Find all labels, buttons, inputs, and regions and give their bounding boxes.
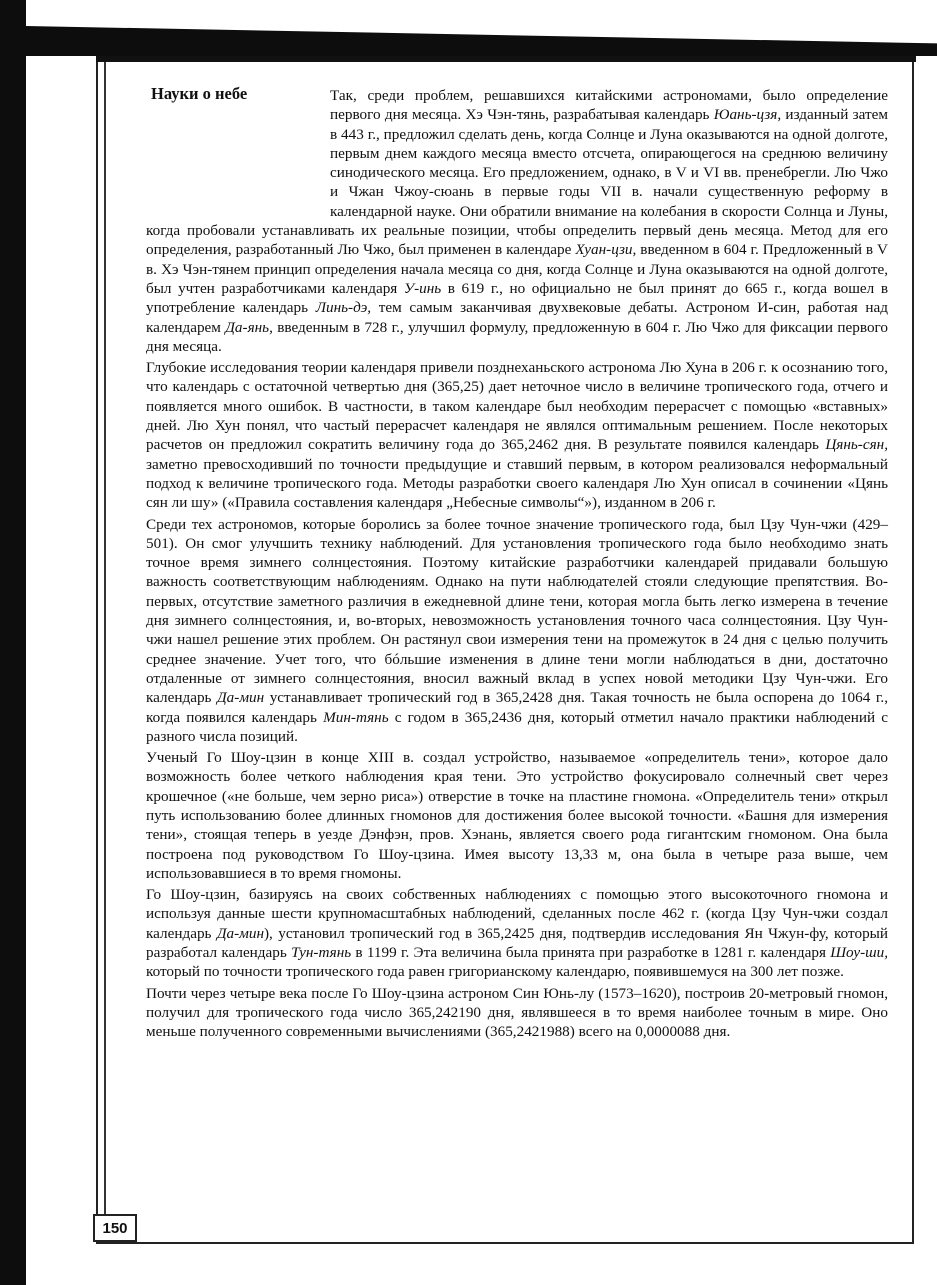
calendar-name: У-инь [403, 279, 442, 297]
calendar-name: Мин-тянь [323, 708, 389, 726]
paragraph-text: в 1199 г. Эта величина была принята при разработке в 1281 г. календаря [351, 944, 831, 962]
page-number: 150 [93, 1214, 137, 1242]
calendar-name: Цянь-сян, [825, 436, 888, 454]
calendar-name: Да-янь, [225, 318, 273, 336]
calendar-name: Тун-тянь [291, 944, 352, 962]
paragraph [146, 748, 888, 883]
calendar-name: Шоу-ши, [830, 944, 888, 962]
paragraph-text: Глубокие исследования теории календаря привели позднеханьского астронома Лю Хуна в 206 г. к осознанию того, что календарь с остаточной четвертью дня (365,25) дает неточное число в величине тропического года, отчего и появляется много ошибок. В частности, в таком календаре был необходим перерасчет с помощью «вставных» дней. Лю Хун понял, что частый перерасчет календаря не являлся оптимальным решением. После некоторых расчетов он предложил сократить величину года до 365,2462 дня. В результате появился календарь [146, 359, 888, 454]
section-title: Науки о небе [151, 84, 248, 103]
paragraph-text: изданный затем в 443 г., предложил сделать день, когда Солнце и Луна оказываются на одной долготе, первым днем каждого месяца вместо отсчета, опирающегося на среднюю величину синодического месяца. Его предложением, однако, в V и VI вв. пренебрегли. Лю Чжо и Чжан Чжоу-сюань в первые годы VII в. начали существенную реформу в календарной науке. Они обратили внимание на колебания в скорости Солнца и Луны, когда пробовали устанавливать их реальные позиции, чтобы определить первый день месяца. Метод для его определения, разработанный Лю Чжо, был применен в календаре [146, 106, 888, 259]
paragraph-text: Почти через четыре века после Го Шоу-цзина астроном Син Юнь-лу (1573–1620), построив 20-метровый гномон, получил для тропического года число 365,242190 дня, являвшееся в то время наиболее точным в мире. Оно меньше полученного современными вычислениями (365,2421988) всего на 0,0000088 дня. [146, 984, 888, 1041]
chinese-glyph-icon [52, 96, 96, 156]
paragraph [146, 515, 888, 747]
calendar-name: Хуан-цзи, [575, 241, 637, 259]
paragraph [146, 984, 888, 1042]
calendar-name: Да-мин [217, 689, 265, 707]
paragraph-text: Ученый Го Шоу-цзин в конце XIII в. создал устройство, называемое «определитель тени», которое дало возможность более четкого наблюдения края тени. Это устройство фокусировало солнечный свет через крошечное («не больше, чем зерно риса») отверстие в точке на пластине гномона. «Определитель тени» открыл путь использованию более длинных гномонов для достижения более высокой точности. «Башня для измерения тени», стоящая теперь в уезде Дэнфэн, пров. Хэнань, является своего рода гигантским гномоном. Она была построена под руководством Го Шоу-цзина. Имея высоту 13,33 м, она была в четыре раза выше, чем использовавшиеся в то время гномоны. [146, 749, 888, 882]
calendar-name: Юань-цзя, [713, 106, 782, 124]
paragraph-text: Так, среди проблем, решавшихся китайскими астрономами, было определение первого дня месяца. Хэ Чэн-тянь, разрабатывая календарь [330, 87, 888, 124]
paragraph-text: заметно превосходивший по точности предыдущие и ставший первым, в котором реализовался неформальный подход к величине тропического года. Методы разработки своего календаря Лю Хун описал в сочинении «Цянь сян ли шу» («Правила составления календаря „Небесные символы“»), изданном в 206 г. [146, 455, 888, 512]
paragraph-text: в 619 г., но официально не был принят до 665 г., когда вошел в употребление календарь [146, 279, 888, 317]
paragraph-text: введенном в 604 г. Предложенный в V в. Хэ Чэн-тянем принцип определения начала месяца со дня, когда Солнце и Луна оказываются на одной долготе, был учтен разработчиками календаря [146, 241, 888, 297]
page-frame-inner-rule [104, 62, 106, 1216]
paragraph-text: который по точности тропического года равен григорианскому календарю, появившемуся на 300 лет позже. [146, 963, 844, 981]
paragraph-text: Го Шоу-цзин, базируясь на своих собственных наблюдениях с помощью этого высокоточного гномона и используя данные шести крупномасштабных наблюдений, сделанных после 462 г. (когда Цзу Чун-чжи создал календарь [146, 886, 888, 942]
calendar-name: Линь-дэ, [315, 299, 372, 317]
paragraph-text: с годом в 365,2436 дня, который отметил начало практики наблюдений с разного числа позиций. [146, 708, 889, 745]
paragraph-text: устанавливает тропический год в 365,2428 дня. Такая точность не была оспорена до 1064 г., когда появился календарь [146, 689, 888, 726]
paragraph-text: введенным в 728 г., улучшил формулу, предложенную в 604 г. Лю Чжо для фиксации первого дня месяца. [146, 318, 888, 355]
article-body [146, 86, 888, 1044]
paragraph-text: тем самым заканчивая двухвековые дебаты. Астроном И-син, работая над календарем [146, 299, 888, 336]
header-bar [26, 26, 937, 56]
paragraph-text: ), установил тропический год в 365,2425 дня, подтвердив исследования Ян Чжун-фу, который разработал календарь [146, 924, 888, 962]
left-margin-bar [0, 0, 26, 1285]
paragraph [146, 358, 888, 512]
calendar-name: Да-мин [216, 924, 264, 942]
paragraph [146, 885, 888, 981]
paragraph-text: Среди тех астрономов, которые боролись за более точное значение тропического года, был Цзу Чун-чжи (429–501). Он смог улучшить технику наблюдений. Для установления тропического года было необходимо знать точное время зимнего солнцестояния. Поэтому китайские разработчики календарей придавали большую важность соответствующим наблюдениям. Однако на пути наблюдателей стояли следующие препятствия. Во-первых, отсутствие заметного различия в ежедневной длине тени, которая могла быть легко измерена в течение дня зимнего солнцестояния, и, во-вторых, невозможность установления точного часа солнцестояния. Цзу Чун-чжи нашел решение этих проблем. Он растянул свои измерения тени на промежуток в 24 дня с целью получить среднее значение. Учет того, что бóльшие изменения в длине тени могли наблюдаться в дни, достаточно отдаленные от зимнего солнцестояния, вносил важный вклад в успех новой методики Цзу Чун-чжи. Его календарь [146, 515, 888, 707]
